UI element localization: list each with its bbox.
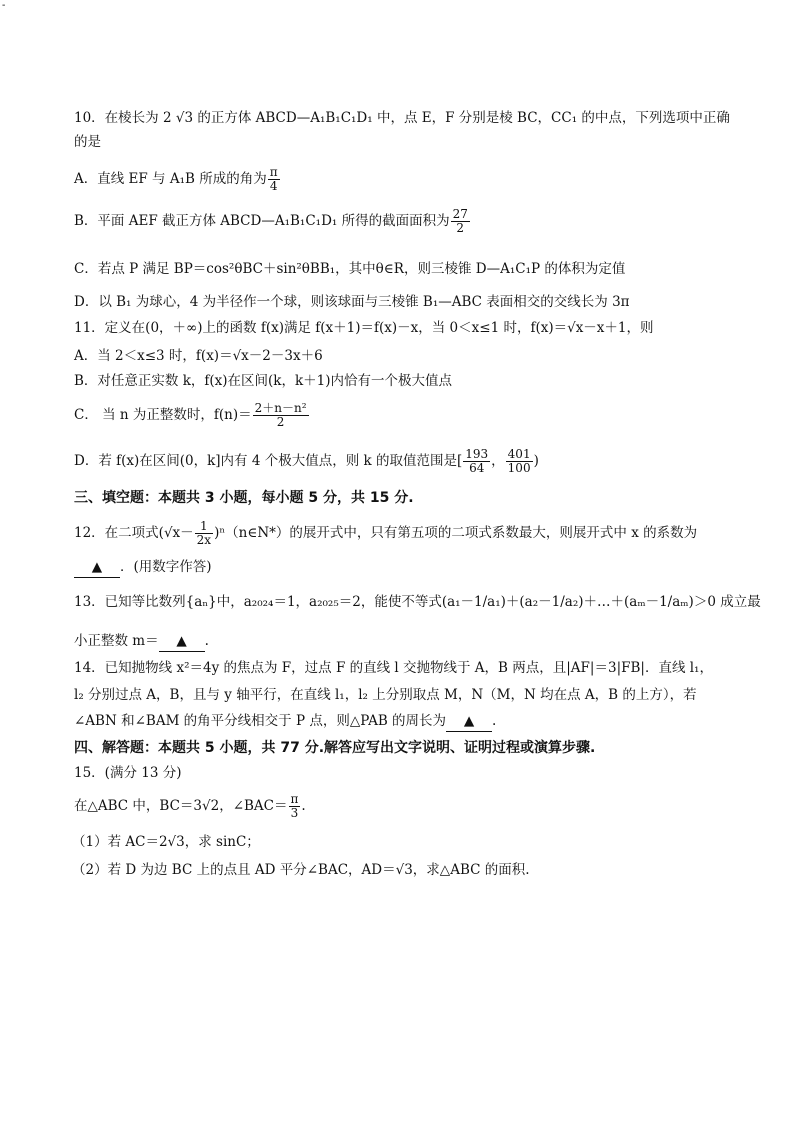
q15-part-2: （2）若 D 为边 BC 上的点且 AD 平分∠BAC，AD＝√3，求△ABC 的面积.	[72, 862, 530, 878]
q12-line-1	[74, 520, 734, 547]
q11-option-c-text: C． 当 n 为正整数时，f(n)＝	[74, 407, 252, 423]
q10-stem: 10．在棱长为 2 √3 的正方体 ABCD—A₁B₁C₁D₁ 中，点 E，F 分别是棱 BC，CC₁ 的中点，下列选项中正确的是	[74, 110, 730, 150]
q11-option-b: B．对任意正实数 k，f(x)在区间(k，k＋1)内恰有一个极大值点	[74, 373, 453, 389]
q14-line-2: l₂ 分别过点 A，B，且与 y 轴平行，在直线 l₁，l₂ 上分别取点 M，N（M，N 均在点 A，B 的上方），若	[74, 687, 697, 703]
q14-answer-blank[interactable]: ▲	[446, 711, 492, 732]
fraction-denominator: 2x	[196, 533, 212, 547]
fraction-numerator: π	[269, 165, 278, 179]
q14-line-3-text: ∠ABN 和∠BAM 的角平分线相交于 P 点，则△PAB 的周长为	[74, 713, 447, 729]
q10-option-a-fraction	[268, 166, 280, 193]
q11-option-a: A．当 2＜x≤3 时，f(x)＝√x－2－3x＋6	[74, 348, 323, 364]
fraction-denominator: 2	[276, 415, 285, 429]
section-3-heading: 三、填空题：本题共 3 小题，每小题 5 分，共 15 分.	[74, 490, 414, 506]
q11-option-c	[74, 402, 734, 429]
q10-option-c: C．若点 P 满足 BP＝cos²θBC＋sin²θBB₁，其中θ∈R，则三棱锥 D—A₁C₁P 的体积为定值	[74, 261, 626, 277]
q15-given-end: .	[301, 798, 306, 814]
q12-text-b: )ⁿ（n∈N*）的展开式中，只有第五项的二项式系数最大，则展开式中 x 的系数为	[214, 525, 698, 541]
fraction-numerator: 193	[465, 447, 489, 461]
q13-answer-blank[interactable]: ▲	[159, 631, 205, 652]
fraction-numerator: π	[290, 792, 299, 806]
fraction-denominator: 64	[469, 461, 485, 475]
q11-option-d-text: D．若 f(x)在区间(0，k]内有 4 个极大值点，则 k 的取值范围是[	[74, 453, 463, 469]
q12-answer-blank[interactable]: ▲	[74, 557, 120, 578]
q11-option-d: D．若 f(x)在区间(0，k]内有 4 个极大值点，则 k 的取值范围是[ $\frac{193}{64}$ ， $\frac{401}{100}$ )	[74, 447, 539, 475]
fraction-numerator: 2＋n－n²	[254, 401, 307, 415]
q15-given	[74, 793, 734, 820]
q14-line-3	[74, 711, 734, 732]
q10-option-a	[74, 166, 734, 193]
fraction-denominator: 4	[269, 179, 278, 193]
q13-line-1: 13．已知等比数列{aₙ}中，a₂₀₂₄＝1，a₂₀₂₅＝2，能使不等式(a₁－1/a₁)＋(a₂－1/a₂)＋…＋(aₘ－1/aₘ)＞0 成立最	[74, 594, 761, 610]
q15-given-text: 在△ABC 中，BC＝3√2，∠BAC＝	[74, 798, 288, 814]
q15-given-fraction	[289, 793, 301, 820]
q14-line-1: 14．已知抛物线 x²＝4y 的焦点为 F，过点 F 的直线 l 交抛物线于 A，B 两点，且|AF|＝3|FB|．直线 l₁，	[74, 660, 713, 676]
q13-end: .	[204, 633, 209, 649]
q11-option-c-fraction	[253, 402, 309, 429]
q13-line-2	[74, 631, 734, 652]
fraction-numerator: 401	[507, 447, 531, 461]
section-4-heading: 四、解答题：本题共 5 小题，共 77 分.解答应写出文字说明、证明过程或演算步骤.	[74, 740, 596, 756]
q12-text-a: 12．在二项式(√x－	[74, 525, 194, 541]
fraction-denominator: 3	[290, 806, 299, 820]
q13-line-2-text: 小正整数 m＝	[74, 633, 159, 649]
q14-end: .	[492, 713, 497, 729]
q11-option-d-fraction-1	[463, 448, 490, 475]
q12-line-2	[74, 557, 734, 578]
q10-option-b	[74, 208, 734, 235]
q10-option-b-fraction	[451, 208, 470, 235]
fraction-denominator: 2	[456, 221, 465, 235]
q12-fraction	[195, 520, 213, 547]
q15-title: 15．(满分 13 分)	[74, 765, 182, 781]
q10-option-b-text: B．平面 AEF 截正方体 ABCD—A₁B₁C₁D₁ 所得的截面面积为	[74, 213, 450, 229]
q15-part-1: （1）若 AC＝2√3，求 sinC；	[72, 834, 260, 850]
q12-line-2-text: ．(用数字作答)	[120, 559, 212, 575]
q11-stem: 11．定义在(0，＋∞)上的函数 f(x)满足 f(x＋1)＝f(x)－x，当 0＜x≤1 时，f(x)＝√x－x＋1，则	[74, 320, 654, 336]
q10-option-a-text: A．直线 EF 与 A₁B 所成的角为	[74, 171, 267, 187]
fraction-numerator: 27	[452, 207, 468, 221]
q11-option-d-end: )	[533, 453, 539, 469]
q11-option-d-fraction-2	[506, 448, 533, 475]
corner-mark: -	[2, 0, 6, 11]
fraction-numerator: 1	[195, 520, 213, 534]
q10-option-d: D．以 B₁ 为球心，4 为半径作一个球，则该球面与三棱锥 B₁—ABC 表面相交的交线长为 3π	[74, 294, 630, 310]
fraction-denominator: 100	[507, 461, 531, 475]
